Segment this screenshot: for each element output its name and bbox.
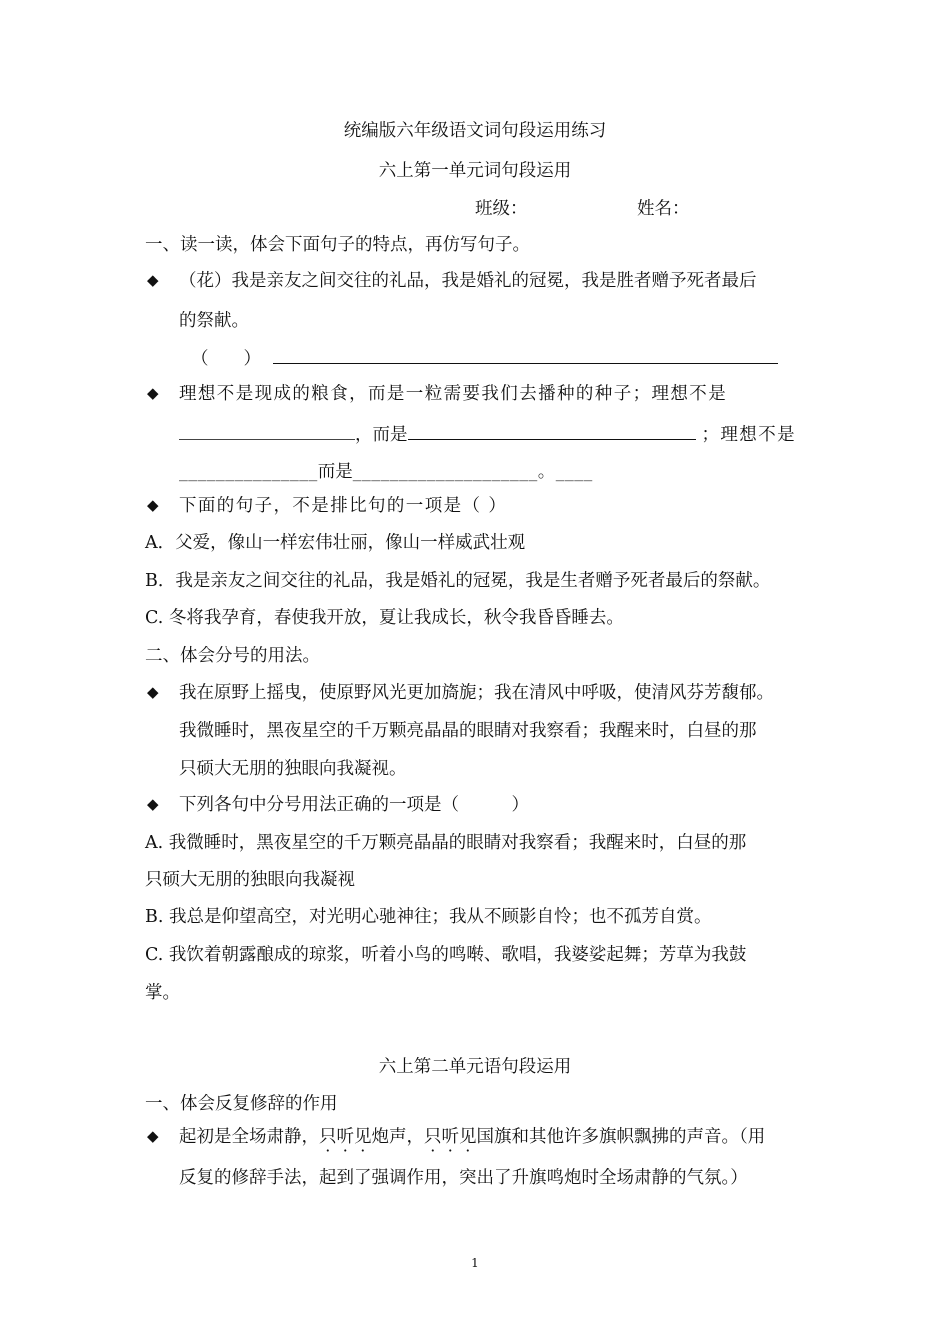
q4-line2: 我微睡时，黑夜星空的千万颗亮晶晶的眼睛对我察看；我醒来时，白昼的那 bbox=[179, 721, 757, 741]
q2-blank1[interactable] bbox=[179, 421, 355, 440]
emphasis-char: 只 bbox=[319, 1127, 337, 1147]
q5-option-a-line1: A. 我微睡时，黑夜星空的千万颗亮晶晶的眼睛对我察看；我醒来时，白昼的那 bbox=[145, 833, 747, 853]
q2-line3 bbox=[179, 460, 593, 484]
q5-option-c-line1: C. 我饮着朝露酿成的琼浆，听着小鸟的鸣啭、歌唱，我婆娑起舞；芳草为我鼓 bbox=[145, 945, 747, 965]
emphasis-char: 只 bbox=[424, 1127, 442, 1147]
class-label: 班级： bbox=[475, 199, 528, 219]
q1-line1: （花）我是亲友之间交往的礼品，我是婚礼的冠冕，我是胜者赠予死者最后 bbox=[179, 271, 757, 291]
u2-q1-pre: 起初是全场肃静， bbox=[179, 1127, 319, 1147]
u2-q1-line1 bbox=[179, 1125, 765, 1149]
q1-paren: （ ） bbox=[191, 349, 261, 369]
q1-line2: 的祭献。 bbox=[179, 311, 249, 331]
q2-er1: ，而是 bbox=[355, 425, 408, 445]
emphasis-char: 见 bbox=[354, 1127, 372, 1147]
q2-blank2[interactable] bbox=[408, 421, 696, 440]
q5-option-b: B. 我总是仰望高空，对光明心驰神往；我从不顾影自怜；也不孤芳自赏。 bbox=[145, 907, 712, 927]
q3-stem: 下面的句子，不是排比句的一项是（ ） bbox=[179, 496, 508, 516]
diamond-bullet-icon: ◆ bbox=[147, 683, 159, 701]
diamond-bullet-icon: ◆ bbox=[147, 795, 159, 813]
emphasis-char: 见 bbox=[459, 1127, 477, 1147]
q2-line1: 理想不是现成的粮食，而是一粒需要我们去播种的种子；理想不是 bbox=[179, 384, 728, 404]
diamond-bullet-icon: ◆ bbox=[147, 271, 159, 289]
q3-option-b: B．我是亲友之间交往的礼品，我是婚礼的冠冕，我是生者赠予死者最后的祭献。 bbox=[145, 571, 771, 591]
q2-er2: 而是 bbox=[317, 462, 353, 482]
unit2-section1-heading: 一、体会反复修辞的作用 bbox=[145, 1094, 338, 1114]
document-title: 统编版六年级语文词句段运用练习 bbox=[343, 121, 607, 141]
q5-option-a-line2: 只硕大无朋的独眼向我凝视 bbox=[145, 870, 355, 890]
q2-dash2[interactable]: ____________________ bbox=[352, 462, 538, 482]
u2-q1-line2: 反复的修辞手法，起到了强调作用，突出了升旗鸣炮时全场肃静的气氛。） bbox=[179, 1168, 748, 1188]
section2-heading: 二、体会分号的用法。 bbox=[145, 646, 320, 666]
section1-heading: 一、读一读，体会下面句子的特点，再仿写句子。 bbox=[145, 235, 530, 255]
q1-answer-row bbox=[191, 345, 778, 371]
emphasis-char: 听 bbox=[336, 1127, 354, 1147]
q2-dash1[interactable]: _______________ bbox=[179, 462, 318, 482]
emphasis-char: 听 bbox=[441, 1127, 459, 1147]
q4-line1: 我在原野上摇曳，使原野风光更加旖旎；我在清风中呼吸，使清风芬芳馥郁。 bbox=[179, 683, 774, 703]
q2-line2 bbox=[179, 421, 796, 447]
q4-line3: 只硕大无朋的独眼向我凝视。 bbox=[179, 759, 407, 779]
q2-semi: ；理想不是 bbox=[701, 425, 796, 445]
q5-stem: 下列各句中分号用法正确的一项是（ ） bbox=[179, 795, 529, 815]
q1-answer-blank[interactable] bbox=[273, 345, 778, 364]
q2-end: 。____ bbox=[537, 462, 593, 482]
u2-q1-post: 国旗和其他许多旗帜飘拂的声音。（用 bbox=[476, 1127, 766, 1147]
u2-q1-mid: 炮声， bbox=[371, 1127, 424, 1147]
page-number: 1 bbox=[471, 1256, 479, 1270]
unit1-heading: 六上第一单元词句段运用 bbox=[378, 161, 572, 181]
q5-option-c-line2: 掌。 bbox=[145, 983, 180, 1003]
q3-option-a: A．父爱，像山一样宏伟壮丽，像山一样威武壮观 bbox=[145, 533, 526, 553]
name-label: 姓名： bbox=[637, 199, 690, 219]
u2-q1-emphasis2 bbox=[424, 1127, 477, 1147]
u2-q1-emphasis1 bbox=[319, 1127, 372, 1147]
diamond-bullet-icon: ◆ bbox=[147, 384, 159, 402]
diamond-bullet-icon: ◆ bbox=[147, 496, 159, 514]
diamond-bullet-icon: ◆ bbox=[147, 1127, 159, 1145]
q3-option-c: C. 冬将我孕育，春使我开放，夏让我成长，秋令我昏昏睡去。 bbox=[145, 608, 624, 628]
unit2-heading: 六上第二单元语句段运用 bbox=[378, 1057, 572, 1077]
